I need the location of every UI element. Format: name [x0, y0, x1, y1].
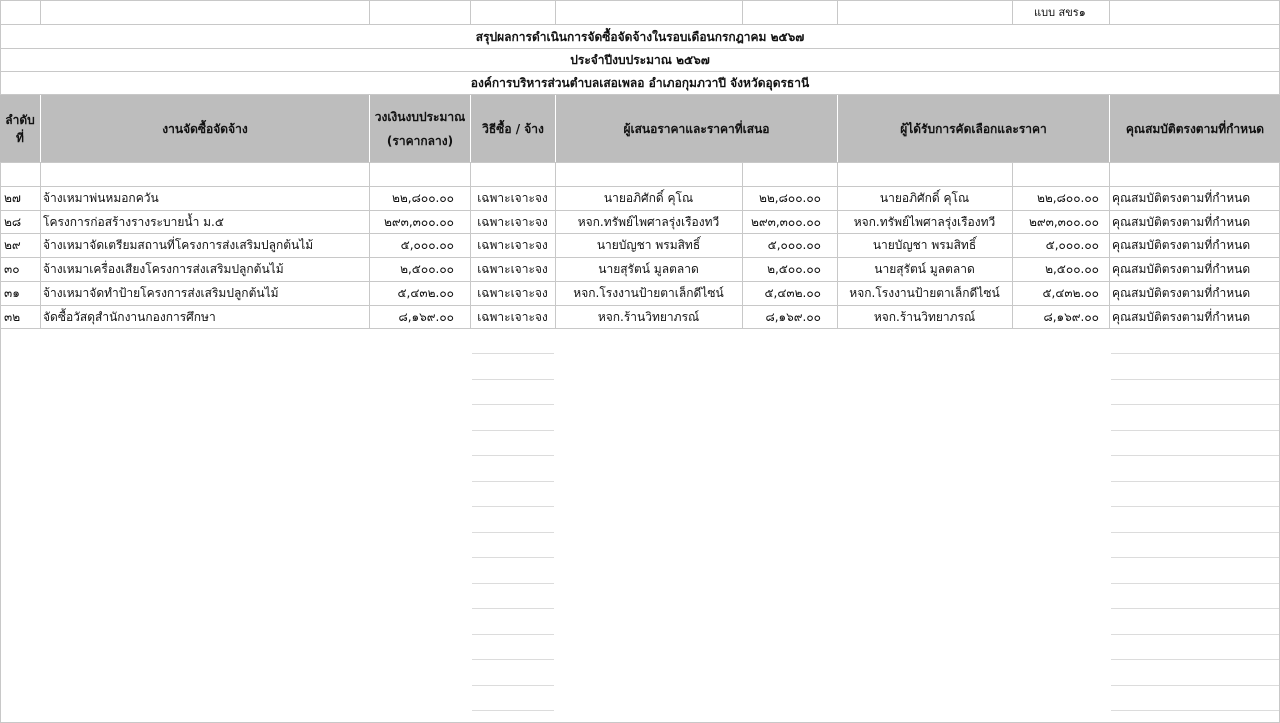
cell-bidder: นายสุรัตน์ มูลตลาด [598, 262, 699, 276]
grid-line [369, 0, 370, 24]
grid-line [1109, 0, 1110, 24]
cell-method: เฉพาะเจาะจง [477, 262, 548, 276]
cell-work: จ้างเหมาพ่นหมอกควัน [43, 191, 159, 205]
cell-method: เฉพาะเจาะจง [477, 238, 548, 252]
cell-winner: หจก.ทรัพย์ไพศาลรุ่งเรืองทวี [853, 215, 996, 229]
cell-winner: นายสุรัตน์ มูลตลาด [874, 262, 975, 276]
grid-line [555, 95, 556, 162]
grid-line [1109, 95, 1110, 162]
cell-qualification: คุณสมบัติตรงตามที่กำหนด [1112, 191, 1251, 205]
cell-qualification: คุณสมบัติตรงตามที่กำหนด [1112, 238, 1251, 252]
empty-row-line [472, 506, 554, 507]
cell-budget: ๒,๕๐๐.๐๐ [400, 262, 454, 276]
cell-win-price: ๕,๐๐๐.๐๐ [1045, 238, 1099, 252]
header-seq [0, 95, 40, 162]
cell-bid-price: ๒๒,๘๐๐.๐๐ [758, 191, 821, 205]
cell-bid-price: ๒๙๓,๓๐๐.๐๐ [750, 215, 821, 229]
empty-row-line [472, 557, 554, 558]
empty-row-line [1111, 379, 1279, 380]
cell-bid-price: ๘,๑๖๙.๐๐ [765, 310, 821, 324]
cell-work: จ้างเหมาจัดเตรียมสถานที่โครงการส่งเสริมปลูกต้นไม้ [43, 238, 314, 252]
empty-row-line [472, 710, 554, 711]
empty-row-line [472, 608, 554, 609]
cell-qualification: คุณสมบัติตรงตามที่กำหนด [1112, 215, 1251, 229]
header-budget [370, 95, 470, 162]
cell-bidder: นายอภิศักดิ์ คุโณ [603, 191, 694, 205]
cell-no: ๓๑ [4, 286, 20, 300]
cell-win-price: ๒,๕๐๐.๐๐ [1045, 262, 1099, 276]
cell-bidder: หจก.โรงงานป้ายตาเล็กดีไซน์ [573, 286, 724, 300]
header-seq-line2: ที่ [16, 130, 24, 145]
empty-row-line [472, 481, 554, 482]
empty-row-line [1111, 685, 1279, 686]
organization-title: องค์การบริหารส่วนตำบลเสอเพลอ อำเภอกุมภวาปี จังหวัดอุดรธานี [470, 76, 810, 90]
empty-row-line [1111, 481, 1279, 482]
header-method: วิธีซื้อ / จ้าง [471, 95, 555, 162]
grid-line [369, 95, 370, 162]
empty-row-line [1111, 506, 1279, 507]
empty-row-line [472, 634, 554, 635]
grid-line [0, 24, 1280, 25]
cell-win-price: ๒๙๓,๓๐๐.๐๐ [1028, 215, 1099, 229]
cell-winner: นายบัญชา พรมสิทธิ์ [872, 238, 977, 252]
cell-no: ๓๐ [4, 262, 20, 276]
header-work: งานจัดซื้อจัดจ้าง [41, 95, 369, 162]
grid-line [470, 95, 471, 162]
grid-line [40, 95, 41, 162]
cell-bidder: หจก.ทรัพย์ไพศาลรุ่งเรืองทวี [577, 215, 720, 229]
empty-row-line [472, 685, 554, 686]
cell-win-price: ๒๒,๘๐๐.๐๐ [1036, 191, 1099, 205]
empty-row-line [472, 583, 554, 584]
cell-work: จ้างเหมาจัดทำป้ายโครงการส่งเสริมปลูกต้นไม้ [43, 286, 279, 300]
header-budget-line1: วงเงินงบประมาณ [374, 109, 466, 124]
grid-line [0, 162, 1280, 163]
empty-row-line [472, 353, 554, 354]
grid-line [0, 328, 1280, 329]
cell-budget: ๕,๔๓๒.๐๐ [397, 286, 454, 300]
cell-no: ๒๙ [4, 238, 21, 252]
header-seq-line1: ลำดับ [5, 112, 35, 127]
report-title: สรุปผลการดำเนินการจัดซื้อจัดจ้างในรอบเดือนกรกฎาคม ๒๕๖๗ [475, 30, 805, 44]
cell-qualification: คุณสมบัติตรงตามที่กำหนด [1112, 310, 1251, 324]
empty-row-line [1111, 532, 1279, 533]
empty-row-line [1111, 404, 1279, 405]
empty-row-line [1111, 353, 1279, 354]
empty-row-line [1111, 634, 1279, 635]
empty-row-line [1111, 430, 1279, 431]
cell-method: เฉพาะเจาะจง [477, 215, 548, 229]
grid-line [837, 95, 838, 162]
form-code: แบบ สขร๑ [1034, 6, 1086, 19]
empty-row-line [1111, 583, 1279, 584]
cell-no: ๒๗ [4, 191, 21, 205]
cell-method: เฉพาะเจาะจง [477, 286, 548, 300]
grid-line [555, 0, 556, 24]
header-qualification: คุณสมบัติตรงตามที่กำหนด [1110, 95, 1280, 162]
empty-row-line [1111, 455, 1279, 456]
cell-qualification: คุณสมบัติตรงตามที่กำหนด [1112, 286, 1251, 300]
empty-row-line [472, 404, 554, 405]
cell-budget: ๒๒,๘๐๐.๐๐ [391, 191, 454, 205]
empty-row-line [472, 532, 554, 533]
cell-bid-price: ๕,๐๐๐.๐๐ [767, 238, 821, 252]
cell-winner: หจก.ร้านวิทยาภรณ์ [873, 310, 976, 324]
cell-work: จัดซื้อวัสดุสำนักงานกองการศึกษา [43, 310, 216, 324]
cell-method: เฉพาะเจาะจง [477, 310, 548, 324]
empty-row-line [472, 430, 554, 431]
cell-no: ๒๘ [4, 215, 22, 229]
cell-winner: นายอภิศักดิ์ คุโณ [879, 191, 970, 205]
header-winner: ผู้ได้รับการคัดเลือกและราคา [838, 95, 1109, 162]
cell-bidder: หจก.ร้านวิทยาภรณ์ [597, 310, 700, 324]
grid-line [1012, 0, 1013, 24]
empty-row-line [472, 455, 554, 456]
empty-row-line [1111, 608, 1279, 609]
grid-line [742, 0, 743, 24]
grid-line [470, 0, 471, 24]
empty-row-line [1111, 659, 1279, 660]
cell-method: เฉพาะเจาะจง [477, 191, 548, 205]
fiscal-year-title: ประจำปีงบประมาณ ๒๕๖๗ [570, 53, 710, 67]
header-bidders: ผู้เสนอราคาและราคาที่เสนอ [556, 95, 837, 162]
empty-row-line [472, 379, 554, 380]
grid-line [40, 0, 41, 24]
cell-budget: ๕,๐๐๐.๐๐ [400, 238, 454, 252]
cell-no: ๓๒ [4, 310, 21, 324]
cell-win-price: ๕,๔๓๒.๐๐ [1042, 286, 1099, 300]
cell-win-price: ๘,๑๖๙.๐๐ [1043, 310, 1099, 324]
header-budget-line2: (ราคากลาง) [386, 133, 454, 148]
cell-bid-price: ๒,๕๐๐.๐๐ [767, 262, 821, 276]
cell-work: โครงการก่อสร้างรางระบายน้ำ ม.๕ [43, 215, 224, 229]
cell-budget: ๘,๑๖๙.๐๐ [398, 310, 454, 324]
cell-qualification: คุณสมบัติตรงตามที่กำหนด [1112, 262, 1251, 276]
cell-work: จ้างเหมาเครื่องเสียงโครงการส่งเสริมปลูกต้นไม้ [43, 262, 284, 276]
empty-row-line [472, 659, 554, 660]
cell-bidder: นายบัญชา พรมสิทธิ์ [596, 238, 701, 252]
grid-line [837, 0, 838, 24]
empty-row-line [1111, 710, 1279, 711]
cell-budget: ๒๙๓,๓๐๐.๐๐ [383, 215, 454, 229]
cell-bid-price: ๕,๔๓๒.๐๐ [764, 286, 821, 300]
empty-row-line [1111, 557, 1279, 558]
cell-winner: หจก.โรงงานป้ายตาเล็กดีไซน์ [849, 286, 1000, 300]
